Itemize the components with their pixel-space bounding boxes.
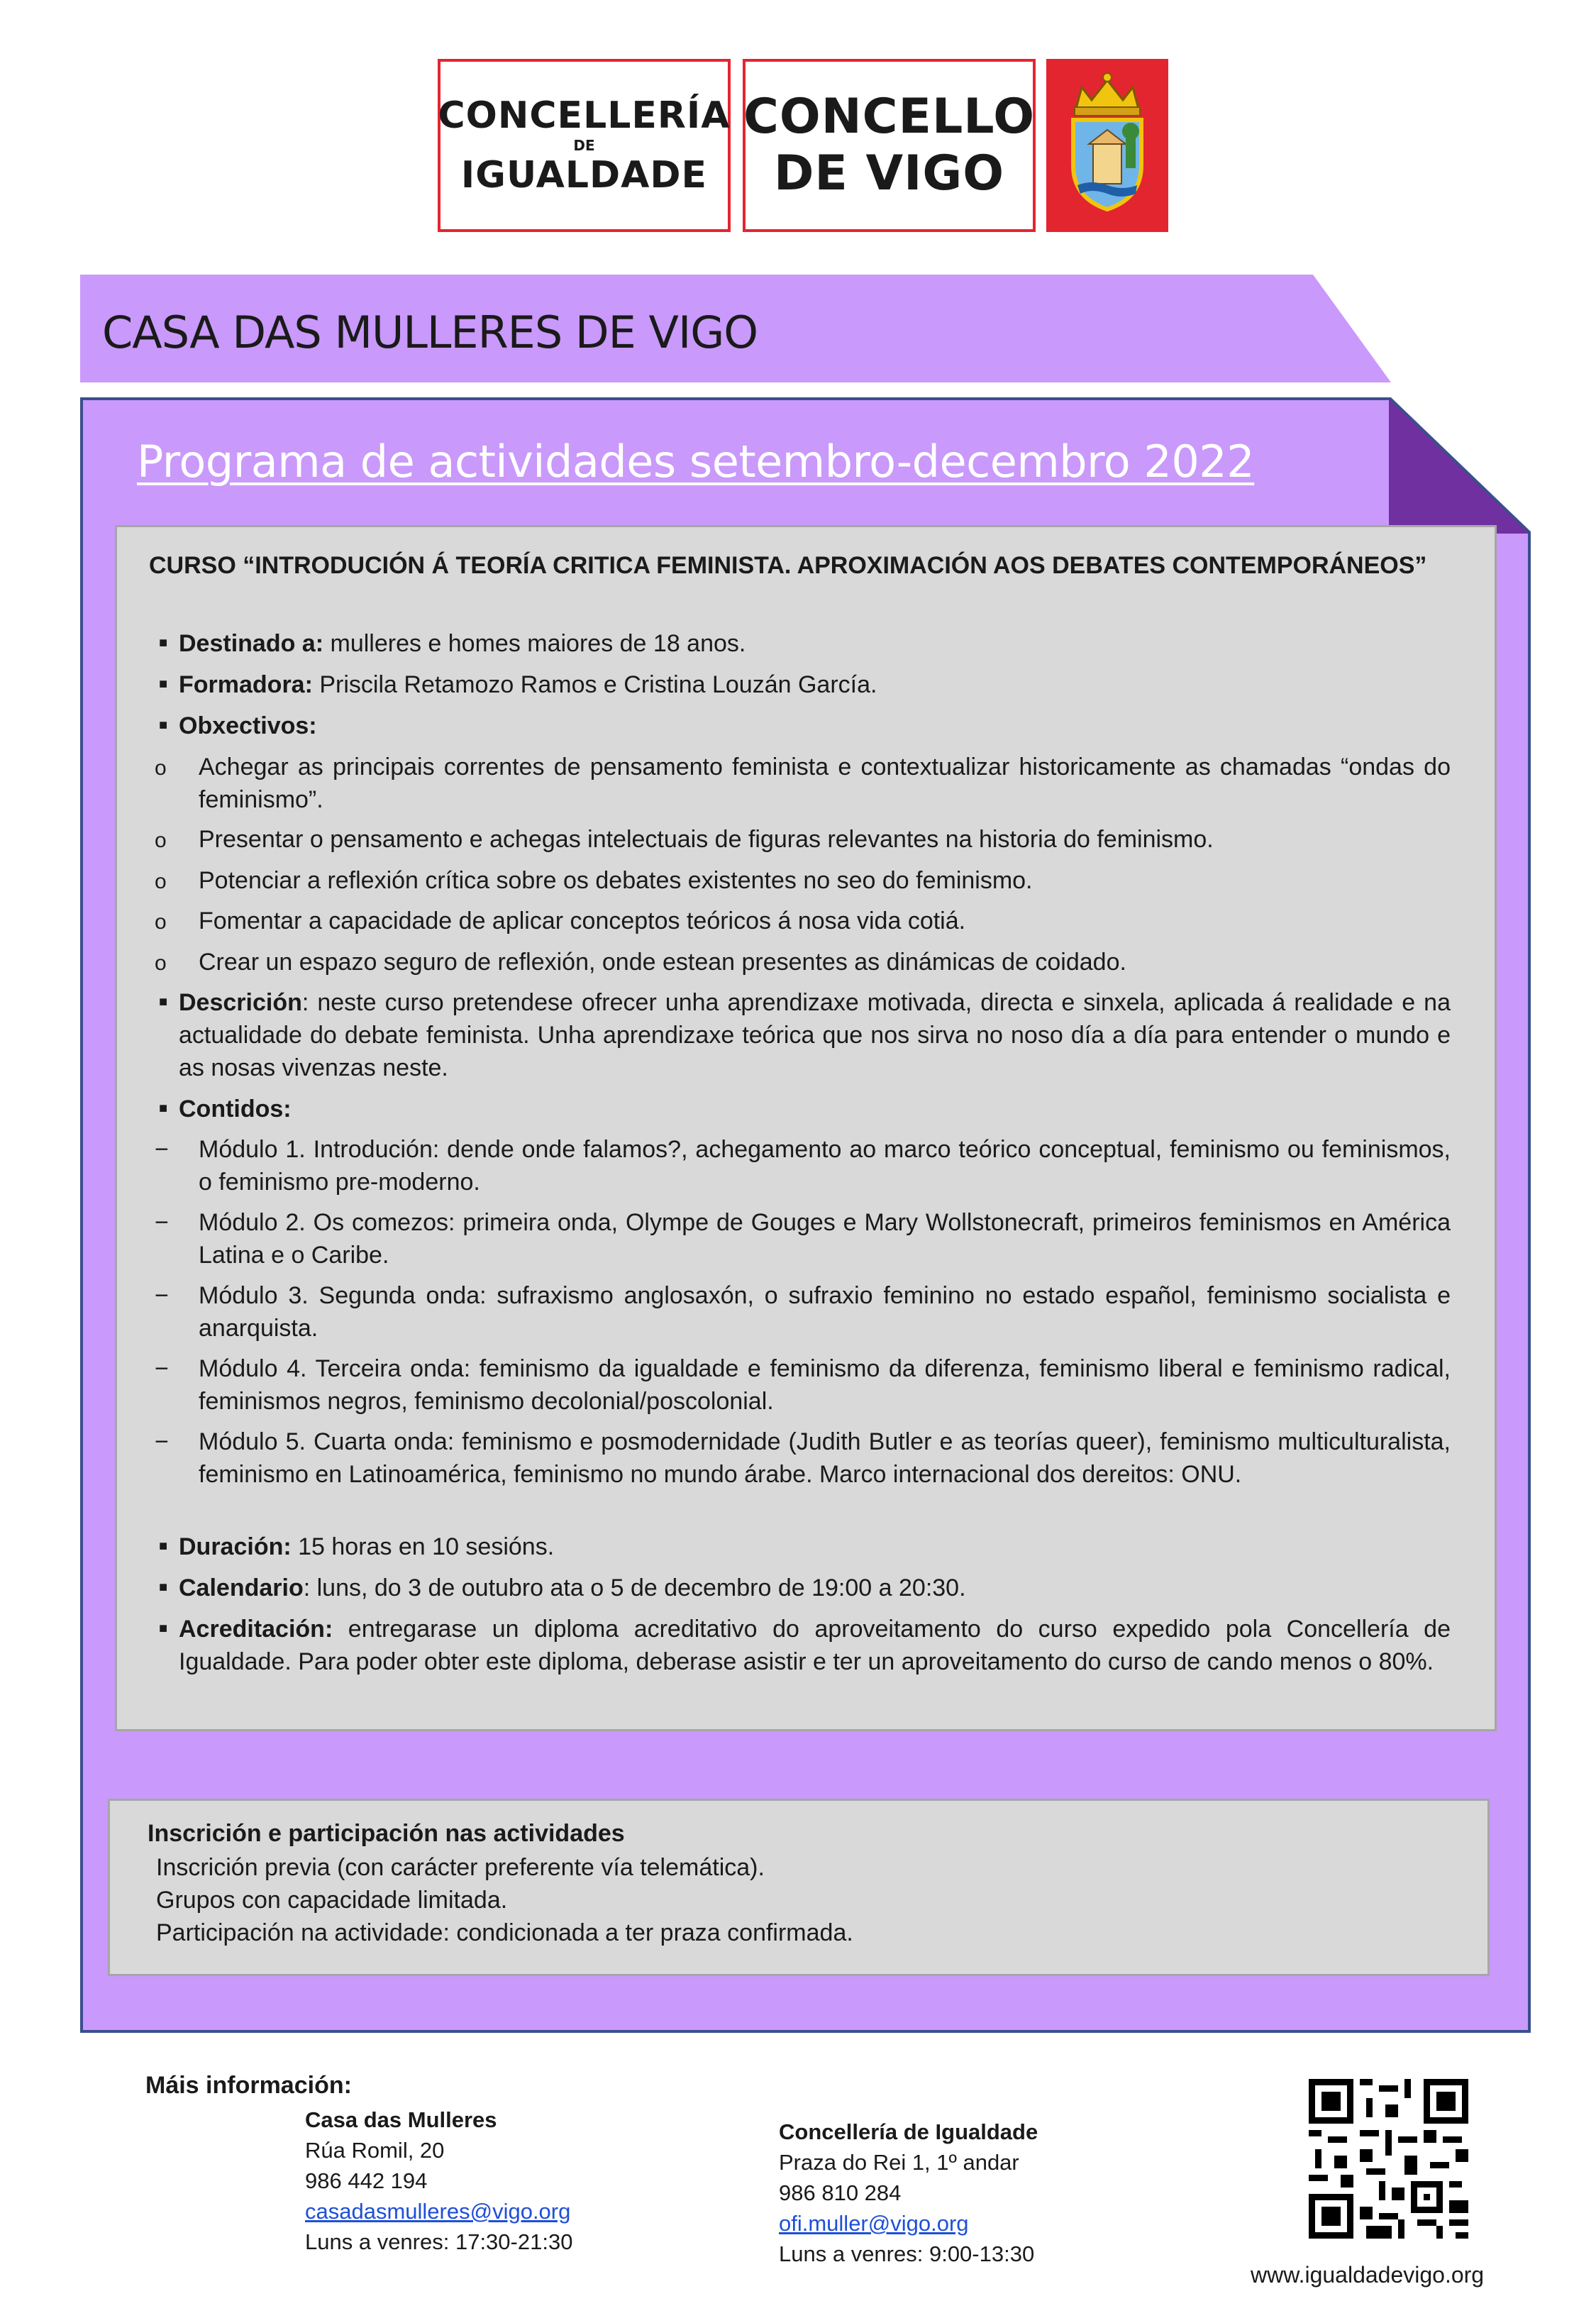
logo-text: CONCELLERÍA [438, 94, 731, 137]
objective-text: Potenciar a reflexión crítica sobre os debates existentes no seo do feminismo. [199, 867, 1033, 894]
bullet-icon: ■ [159, 676, 168, 692]
bullet-icon: ■ [159, 994, 168, 1010]
circle-bullet-icon: o [155, 910, 167, 934]
field-label: Obxectivos: [179, 712, 317, 739]
casa-mulleres-contact [305, 2104, 572, 2257]
registration-line: Participación na actividade: condicionada a ter praza confirmada. [156, 1919, 853, 1946]
circle-bullet-icon: o [155, 951, 167, 975]
dash-bullet-icon: − [155, 1136, 169, 1163]
module-text: Módulo 2. Os comezos: primeira onda, Olympe de Gouges e Mary Wollstonecraft, primeiros feminismos en América Latina e o Caribe. [199, 1209, 1451, 1269]
objective-text: Presentar o pensamento e achegas intelectuais de figuras relevantes na historia do feminismo. [199, 826, 1214, 853]
bullet-icon: ■ [159, 1100, 168, 1116]
logo-text: IGUALDADE [460, 154, 708, 197]
contact-phone: 986 810 284 [779, 2180, 902, 2205]
contact-email-link[interactable]: casadasmulleres@vigo.org [305, 2199, 571, 2224]
registration-heading: Inscrición e participación nas actividades [148, 1820, 625, 1847]
circle-bullet-icon: o [155, 756, 167, 780]
vigo-coat-of-arms-icon [1046, 59, 1168, 232]
contact-phone: 986 442 194 [305, 2168, 428, 2193]
bullet-icon: ■ [159, 1621, 168, 1636]
logo-text: DE VIGO [773, 145, 1005, 202]
program-subtitle: Programa de actividades setembro-decembro 2022 [137, 436, 1255, 487]
logo-text: DE [573, 137, 595, 154]
bullet-icon: ■ [159, 717, 168, 733]
field-label: Destinado a: [179, 630, 324, 657]
objective-text: Achegar as principais correntes de pensamento feminista e contextualizar historicamente as chamadas “ondas do feminismo”. [199, 754, 1451, 813]
qr-code-icon[interactable] [1309, 2079, 1468, 2239]
field-value: Priscila Retamozo Ramos e Cristina Louzán García. [312, 671, 877, 698]
contact-name: Casa das Mulleres [305, 2107, 497, 2132]
field-label: Descrición [179, 989, 302, 1016]
folded-corner-icon [1389, 397, 1531, 534]
circle-bullet-icon: o [155, 829, 167, 852]
website-link[interactable]: www.igualdadevigo.org [1251, 2262, 1485, 2288]
bullet-icon: ■ [159, 635, 168, 651]
dash-bullet-icon: − [155, 1209, 169, 1236]
logo-text: CONCELLO [743, 89, 1036, 145]
module-text: Módulo 3. Segunda onda: sufraxismo anglosaxón, o sufraxio feminino no estado español, feminismo socialista e anarquista. [199, 1282, 1451, 1342]
field-value: 15 horas en 10 sesións. [291, 1533, 555, 1560]
course-title: CURSO “INTRODUCIÓN Á TEORÍA CRITICA FEMINISTA. APROXIMACIÓN AOS DEBATES CONTEMPORÁNEOS” [149, 552, 1427, 579]
contact-hours: Luns a venres: 17:30-21:30 [305, 2229, 573, 2254]
field-label: Acreditación: [179, 1616, 333, 1643]
concelleria-contact [779, 2117, 1038, 2269]
objective-text: Fomentar a capacidade de aplicar conceptos teóricos á nosa vida cotiá. [199, 907, 966, 934]
page-title: CASA DAS MULLERES DE VIGO [102, 307, 758, 358]
contact-email-link[interactable]: ofi.muller@vigo.org [779, 2211, 969, 2236]
objective-text: Crear un espazo seguro de reflexión, onde estean presentes as dinámicas de coidado. [199, 949, 1126, 976]
contact-name: Concellería de Igualdade [779, 2119, 1038, 2144]
bullet-icon: ■ [159, 1579, 168, 1595]
field-value: mulleres e homes maiores de 18 anos. [323, 630, 746, 657]
dash-bullet-icon: − [155, 1282, 169, 1309]
module-text: Módulo 4. Terceira onda: feminismo da igualdade e feminismo da diferenza, feminismo liberal e feminismo radical, feminismos negros, feminismo decolonial/poscolonial. [199, 1355, 1451, 1415]
field-label: Calendario [179, 1574, 304, 1601]
contact-hours: Luns a venres: 9:00-13:30 [779, 2241, 1035, 2266]
registration-line: Grupos con capacidade limitada. [156, 1887, 508, 1914]
registration-line: Inscrición previa (con carácter preferente vía telemática). [156, 1854, 765, 1881]
contact-address: Praza do Rei 1, 1º andar [779, 2150, 1019, 2175]
concello-vigo-logo [743, 59, 1036, 232]
field-label: Contidos: [179, 1096, 292, 1122]
circle-bullet-icon: o [155, 870, 167, 893]
more-info-heading: Máis información: [145, 2072, 352, 2099]
field-label: Duración: [179, 1533, 292, 1560]
dash-bullet-icon: − [155, 1428, 169, 1455]
field-value: entregarase un diploma acreditativo do aproveitamento do curso expedido pola Concellería de Igualdade. Para poder obter este diploma, deberase asistir e ter un aproveitamento do curso de cando menos o 80%. [179, 1616, 1451, 1675]
module-text: Módulo 5. Cuarta onda: feminismo e posmodernidade (Judith Butler e as teorías queer), feminismo multiculturalista, feminismo en Latinoamérica, feminismo no mundo árabe. Marco internacional dos dereitos: ONU. [199, 1428, 1451, 1488]
field-value: : luns, do 3 de outubro ata o 5 de decembro de 19:00 a 20:30. [303, 1574, 966, 1601]
bullet-icon: ■ [159, 1538, 168, 1554]
concelleria-igualdade-logo [438, 59, 731, 232]
module-text: Módulo 1. Introdución: dende onde falamos?, achegamento ao marco teórico conceptual, feminismo ou feminismos, o feminismo pre-moderno. [199, 1136, 1451, 1196]
field-value: : neste curso pretendese ofrecer unha aprendizaxe motivada, directa e sinxela, aplicada á realidade e na actualidade do debate feminista. Unha aprendizaxe teórica que nos sirva no noso día a día para entender o mundo e as nosas vivenzas neste. [179, 989, 1451, 1081]
dash-bullet-icon: − [155, 1355, 169, 1382]
field-label: Formadora: [179, 671, 313, 698]
contact-address: Rúa Romil, 20 [305, 2138, 445, 2163]
